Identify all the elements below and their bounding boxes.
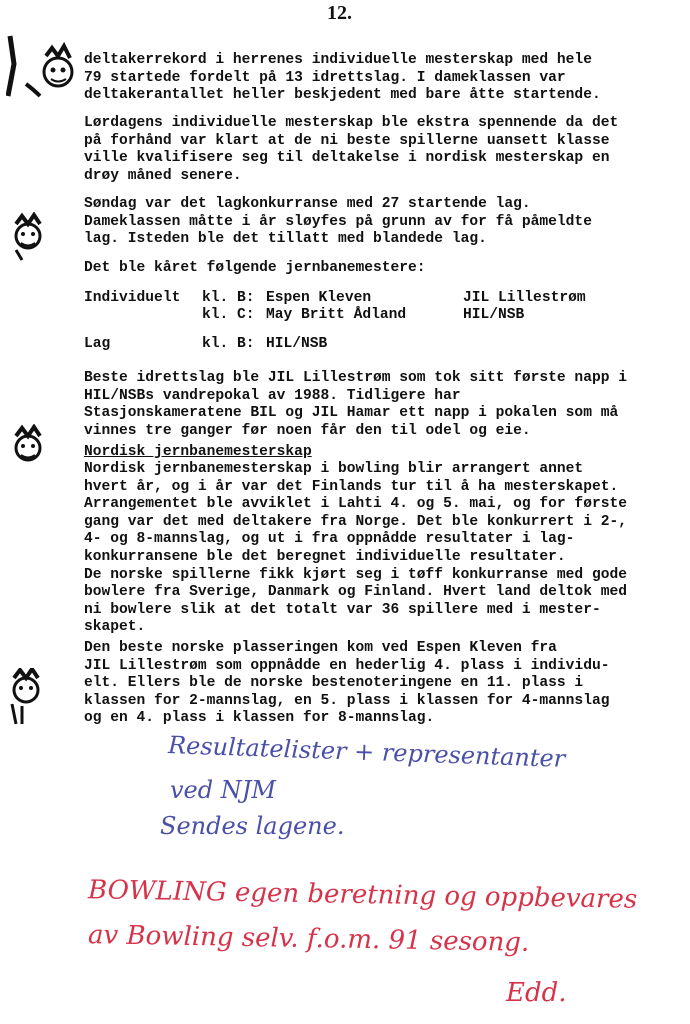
champion-name: Espen Kleven <box>266 290 372 306</box>
handwritten-note: BOWLING egen beretning og oppbevares <box>87 875 638 915</box>
champion-category: Lag <box>84 336 111 352</box>
paragraph: Lørdagens individuelle mesterskap ble ekstra spennende da det på forhånd var klart at de ni beste spillerne uansett klasse ville kvalifisere seg til deltakelse i nordisk mesterskap en drøy måned senere. <box>84 115 619 184</box>
champion-name: May Britt Ådland <box>266 307 407 323</box>
page-number: 12. <box>327 2 352 24</box>
handwritten-note: ved NJM <box>170 776 276 804</box>
champion-category: Individuelt <box>84 290 181 306</box>
handwritten-note: av Bowling selv. f.o.m. 91 sesong. <box>87 920 530 958</box>
cartoon-face-icon <box>8 212 48 262</box>
cartoon-face-icon <box>6 668 46 726</box>
champion-club: JIL Lillestrøm <box>463 290 586 306</box>
champion-class: kl. C: <box>202 307 255 323</box>
handwritten-note: Sendes lagene. <box>160 812 345 840</box>
paragraph: Beste idrettslag ble JIL Lillestrøm som tok sitt første napp i HIL/NSBs vandrepokal av 1988. Tidligere har Stasjonskameratene BIL og JIL Hamar ett napp i pokalen som må vinnes tre ganger før noen får den til odel og eie. <box>84 370 627 439</box>
champion-class: kl. B: <box>202 290 255 306</box>
handwritten-note: Resultatelister + representanter <box>167 731 566 773</box>
champion-name: HIL/NSB <box>266 336 328 352</box>
champion-class: kl. B: <box>202 336 255 352</box>
paragraph: deltakerrekord i herrenes individuelle mesterskap med hele 79 startede fordelt på 13 idrettslag. I dameklassen var deltakerantallet heller beskjedent med bare åtte startende. <box>84 52 601 104</box>
cartoon-face-icon <box>8 424 48 474</box>
champion-club: HIL/NSB <box>463 307 525 323</box>
paragraph: Nordisk jernbanemesterskap i bowling blir arrangert annet hvert år, og i år var det Finlands tur til å ha mesterskapet. Arrangementet ble avviklet i Lahti 4. og 5. mai, og for første gang var det med deltakere fra Norge. Det ble konkurrert i 2-, 4- og 8-mannslag, og ut i fra oppnådde resultater i lag- konkurransene ble det beregnet individuelle resultater. De norske spillerne fikk kjørt seg i tøff konkurranse med gode bowlere fra Sverige, Danmark og Finland. Hvert land deltok med ni bowlere slik at det totalt var 36 spillere med i mester- skapet. <box>84 461 627 636</box>
paragraph: Den beste norske plasseringen kom ved Espen Kleven fra JIL Lillestrøm som oppnådde en hederlig 4. plass i individu- elt. Ellers ble de norske bestenoteringene en 11. plass i klassen for 2-mannslag, en 5. plass i klassen for 4-mannslag og en 4. plass i klassen for 8-mannslag. <box>84 640 610 727</box>
paragraph: Det ble kåret følgende jernbanemestere: <box>84 260 426 276</box>
cartoon-face-icon <box>6 34 86 104</box>
handwritten-signature: Edd. <box>506 978 567 1008</box>
paragraph: Søndag var det lagkonkurranse med 27 startende lag. Dameklassen måtte i år sløyfes på grunn av for få påmeldte lag. Isteden ble det tillatt med blandede lag. <box>84 196 592 248</box>
section-heading: Nordisk jernbanemesterskap <box>84 444 312 460</box>
